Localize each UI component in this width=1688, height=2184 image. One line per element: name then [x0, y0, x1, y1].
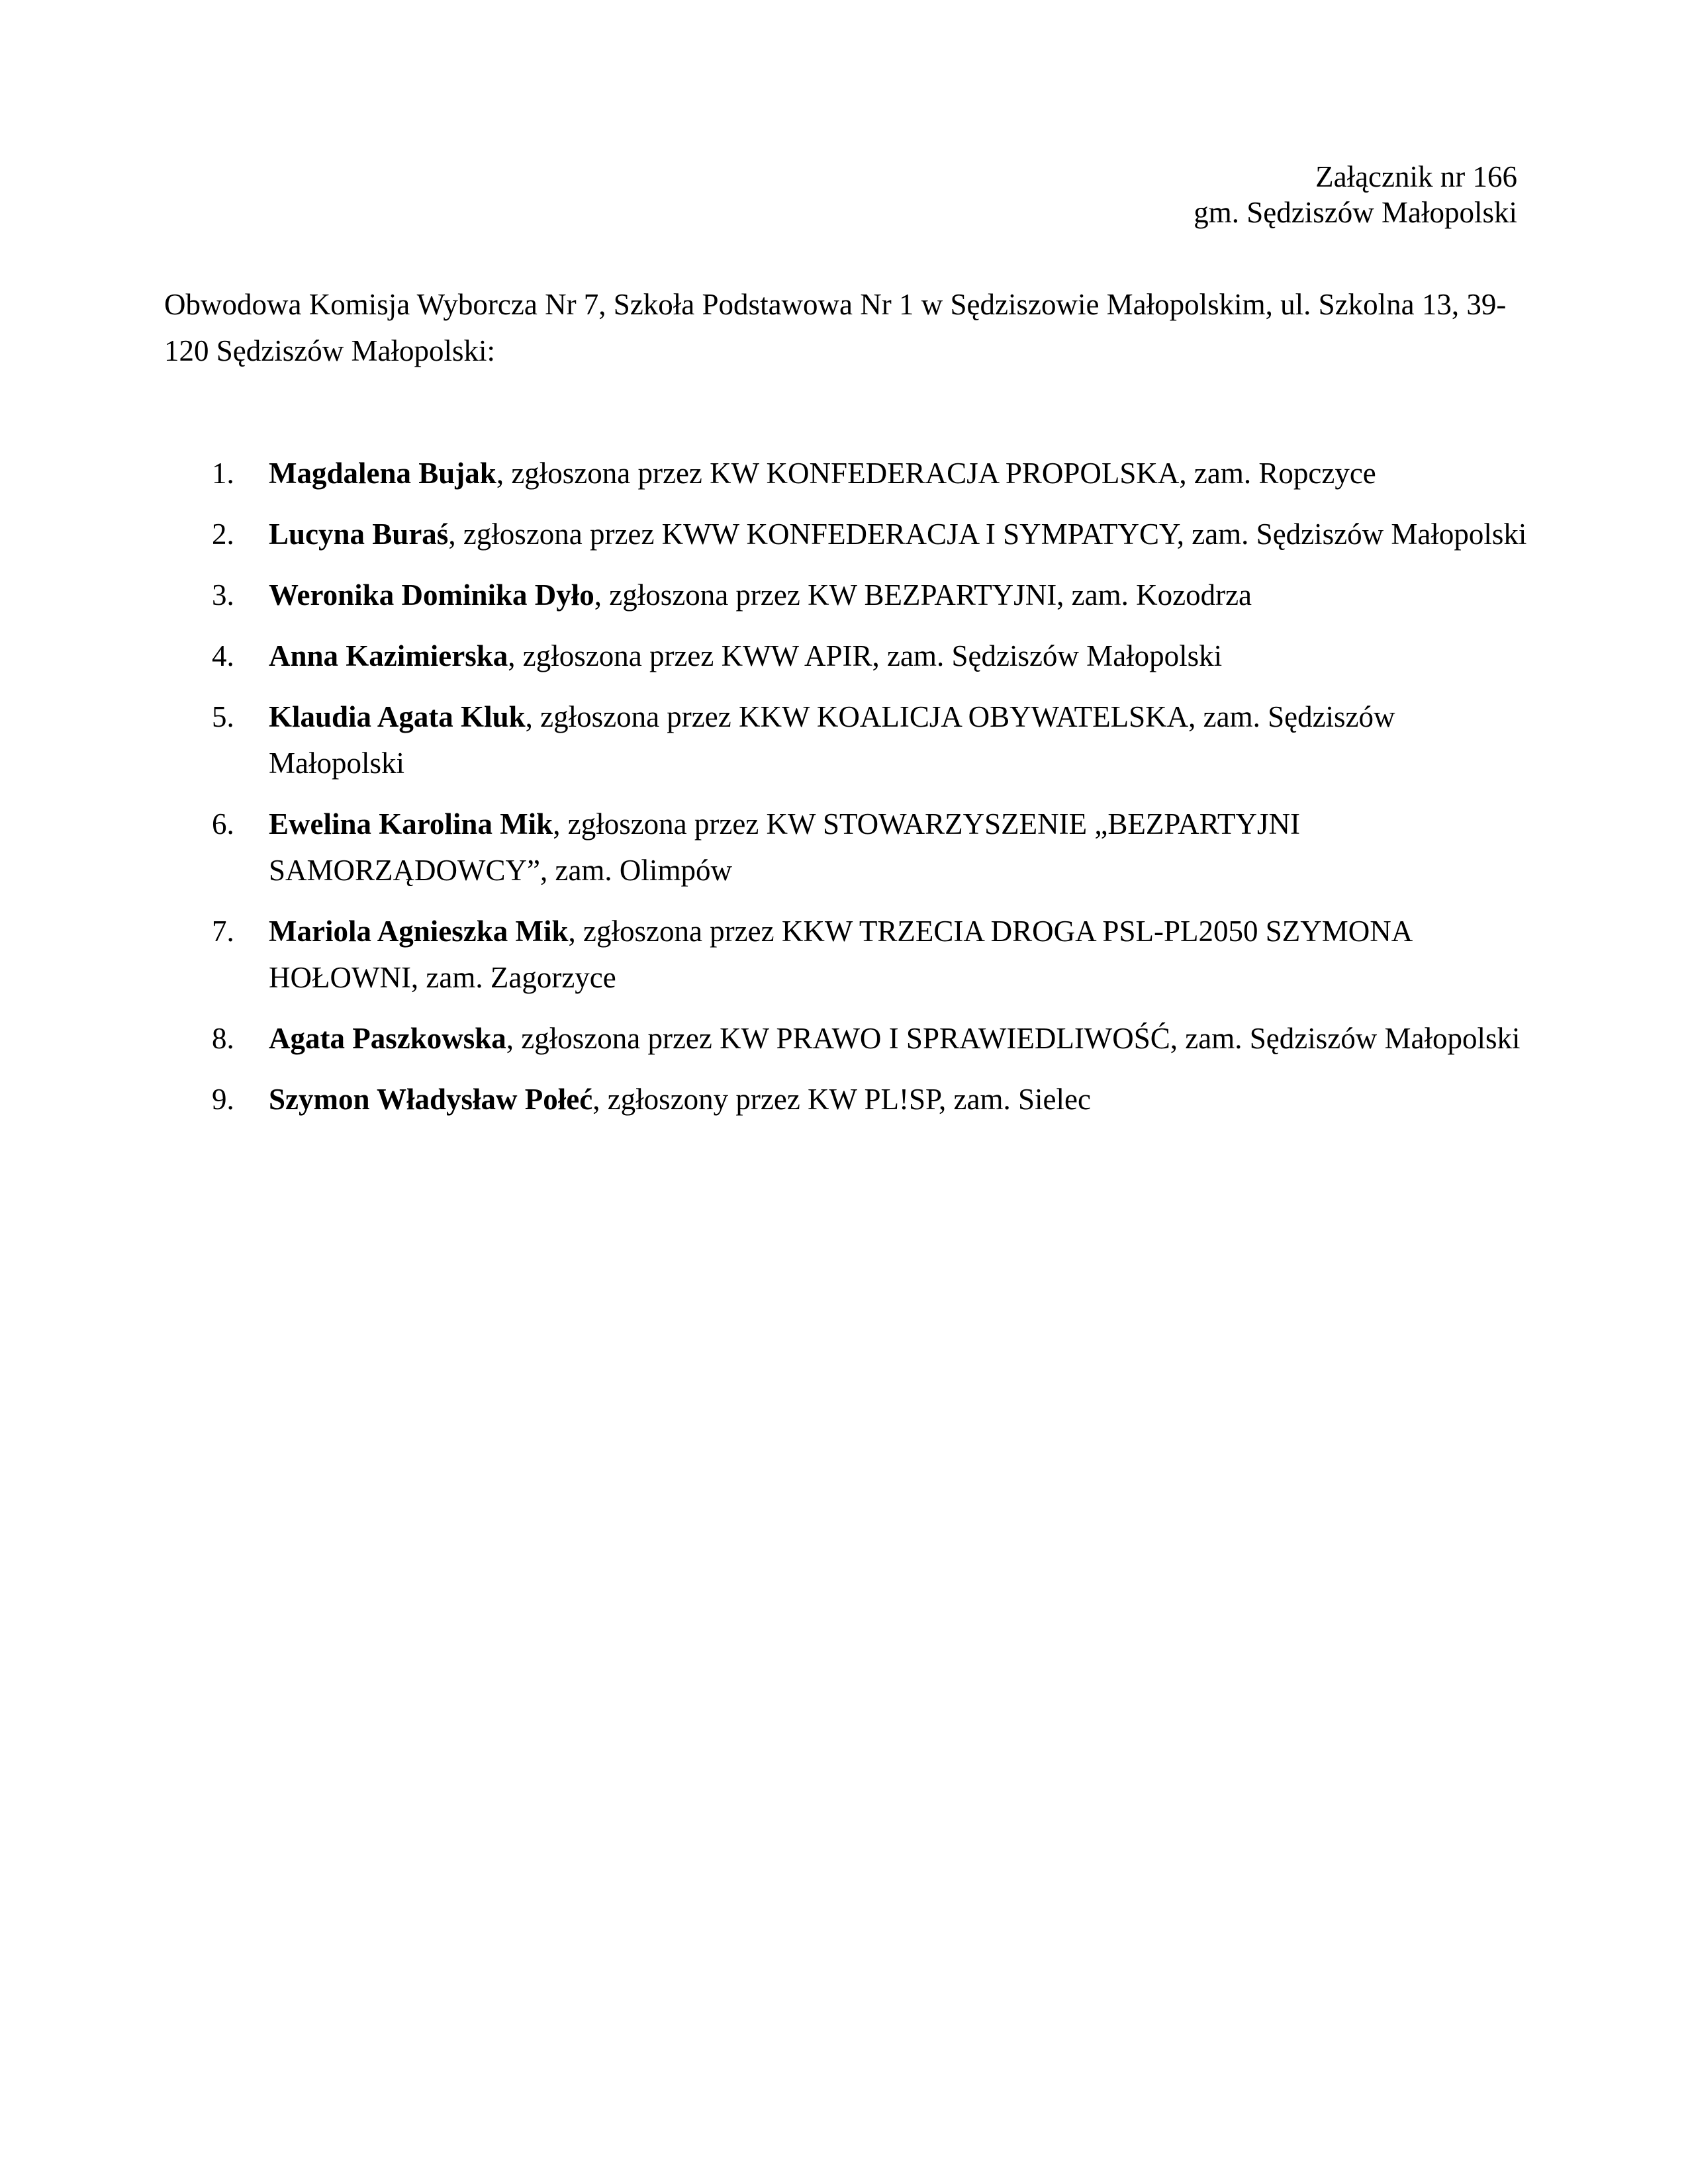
member-details: , zgłoszona przez KW BEZPARTYJNI, zam. Kozodrza [594, 578, 1252, 612]
commission-description: Obwodowa Komisja Wyborcza Nr 7, Szkoła Podstawowa Nr 1 w Sędziszowie Małopolskim, ul. Szkolna 13, 39-120 Sędziszów Małopolski: [164, 288, 1507, 367]
list-item [164, 801, 1528, 893]
item-number: 2. [212, 518, 234, 551]
list-item [164, 633, 1528, 679]
attachment-number: Załącznik nr 166 [1315, 160, 1517, 193]
member-name: Mariola Agnieszka Mik [269, 915, 569, 948]
item-number: 3. [212, 578, 234, 612]
member-details: , zgłoszona przez KKW TRZECIA DROGA PSL-PL2050 SZYMONA HOŁOWNI, zam. Zagorzyce [269, 915, 1411, 994]
list-item [164, 908, 1528, 1001]
member-name: Magdalena Bujak [269, 457, 496, 490]
list-item [164, 511, 1528, 557]
document-header [1194, 159, 1517, 230]
item-number: 6. [212, 807, 234, 841]
member-name: Anna Kazimierska [269, 639, 508, 672]
members-list [164, 450, 1528, 1137]
list-item [164, 694, 1528, 786]
member-details: , zgłoszona przez KW KONFEDERACJA PROPOLSKA, zam. Ropczyce [496, 457, 1376, 490]
member-name: Lucyna Buraś [269, 518, 449, 551]
member-details: , zgłoszony przez KW PL!SP, zam. Sielec [592, 1083, 1091, 1116]
member-name: Agata Paszkowska [269, 1022, 506, 1055]
member-name: Klaudia Agata Kluk [269, 700, 526, 733]
member-name: Szymon Władysław Połeć [269, 1083, 593, 1116]
item-number: 5. [212, 700, 234, 733]
list-item [164, 572, 1528, 618]
municipality-name: gm. Sędziszów Małopolski [1194, 196, 1517, 229]
member-details: , zgłoszona przez KWW KONFEDERACJA I SYMPATYCY, zam. Sędziszów Małopolski [448, 518, 1527, 551]
member-name: Ewelina Karolina Mik [269, 807, 553, 841]
item-number: 9. [212, 1083, 234, 1116]
item-number: 7. [212, 915, 234, 948]
member-name: Weronika Dominika Dyło [269, 578, 594, 612]
member-details: , zgłoszona przez KW PRAWO I SPRAWIEDLIWOŚĆ, zam. Sędziszów Małopolski [506, 1022, 1521, 1055]
item-number: 1. [212, 457, 234, 490]
member-details: , zgłoszona przez KW STOWARZYSZENIE „BEZPARTYJNI SAMORZĄDOWCY”, zam. Olimpów [269, 807, 1301, 887]
member-details: , zgłoszona przez KWW APIR, zam. Sędziszów Małopolski [508, 639, 1223, 672]
list-item [164, 1015, 1528, 1062]
item-number: 4. [212, 639, 234, 672]
member-details: , zgłoszona przez KKW KOALICJA OBYWATELSKA, zam. Sędziszów Małopolski [269, 700, 1395, 780]
item-number: 8. [212, 1022, 234, 1055]
list-item [164, 450, 1528, 496]
list-item [164, 1076, 1528, 1122]
